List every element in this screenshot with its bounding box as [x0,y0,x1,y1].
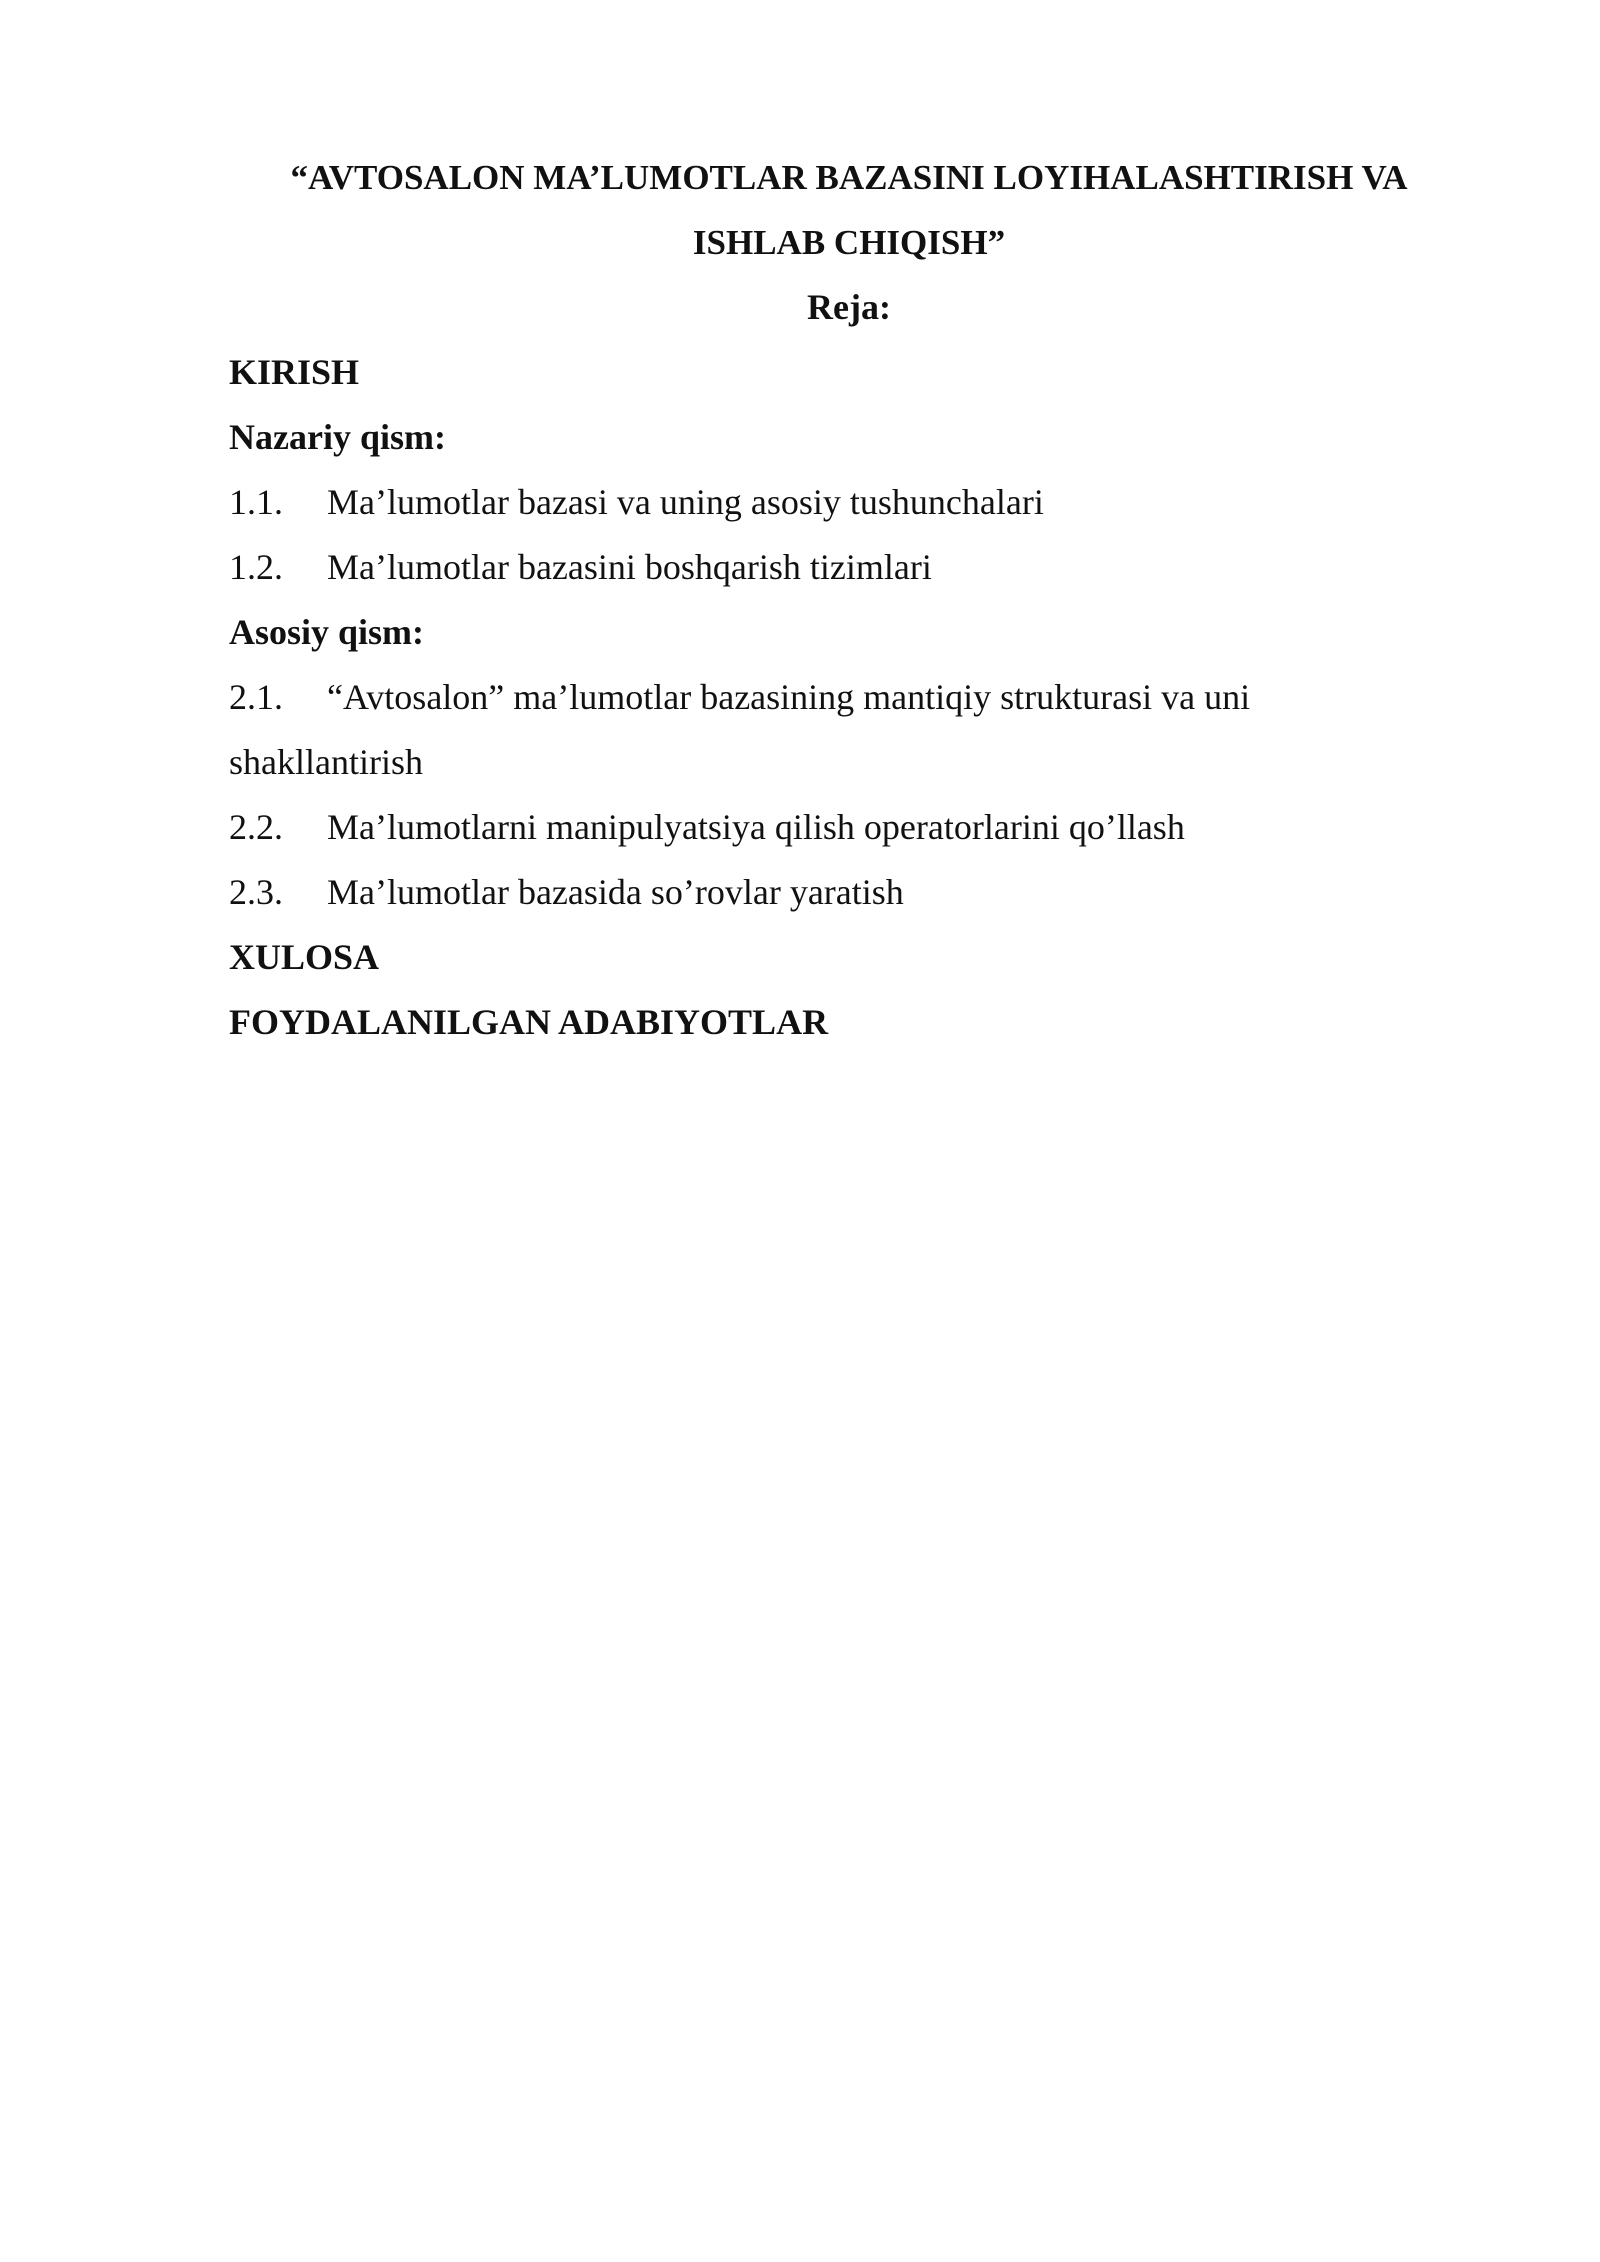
list-item-text: Ma’lumotlar bazasi va uning asosiy tushunchalari [327,482,1044,522]
list-item-text: “Avtosalon” ma’lumotlar bazasining mantiqiy strukturasi va uni [327,677,1251,717]
intro-heading: KIRISH [229,352,360,392]
document-title-line-2: ISHLAB CHIQISH” [692,223,1006,262]
list-item [229,860,1469,925]
list-item [229,470,1469,535]
document-content [229,145,1469,1055]
list-item-continuation: shakllantirish [229,742,423,782]
document-title-line-1: “AVTOSALON MA’LUMOTLAR BAZASINI LOYIHALASHTIRISH VA [290,158,1408,197]
list-item [229,665,1469,730]
theory-heading: Nazariy qism: [229,417,446,457]
list-item-number: 1.1. [229,482,283,522]
references-heading: FOYDALANILGAN ADABIYOTLAR [229,1002,829,1042]
list-item [229,795,1469,860]
conclusion-heading: XULOSA [229,937,380,977]
plan-heading: Reja: [807,287,891,327]
list-item-text: Ma’lumotlar bazasini boshqarish tizimlari [327,547,932,587]
main-heading: Asosiy qism: [229,612,425,652]
list-item-text: Ma’lumotlar bazasida so’rovlar yaratish [327,872,904,912]
list-item-number: 2.3. [229,872,283,912]
list-item-number: 1.2. [229,547,283,587]
list-item-number: 2.2. [229,807,283,847]
list-item [229,535,1469,600]
list-item-text: Ma’lumotlarni manipulyatsiya qilish operatorlarini qo’llash [327,807,1185,847]
list-item-number: 2.1. [229,677,283,717]
